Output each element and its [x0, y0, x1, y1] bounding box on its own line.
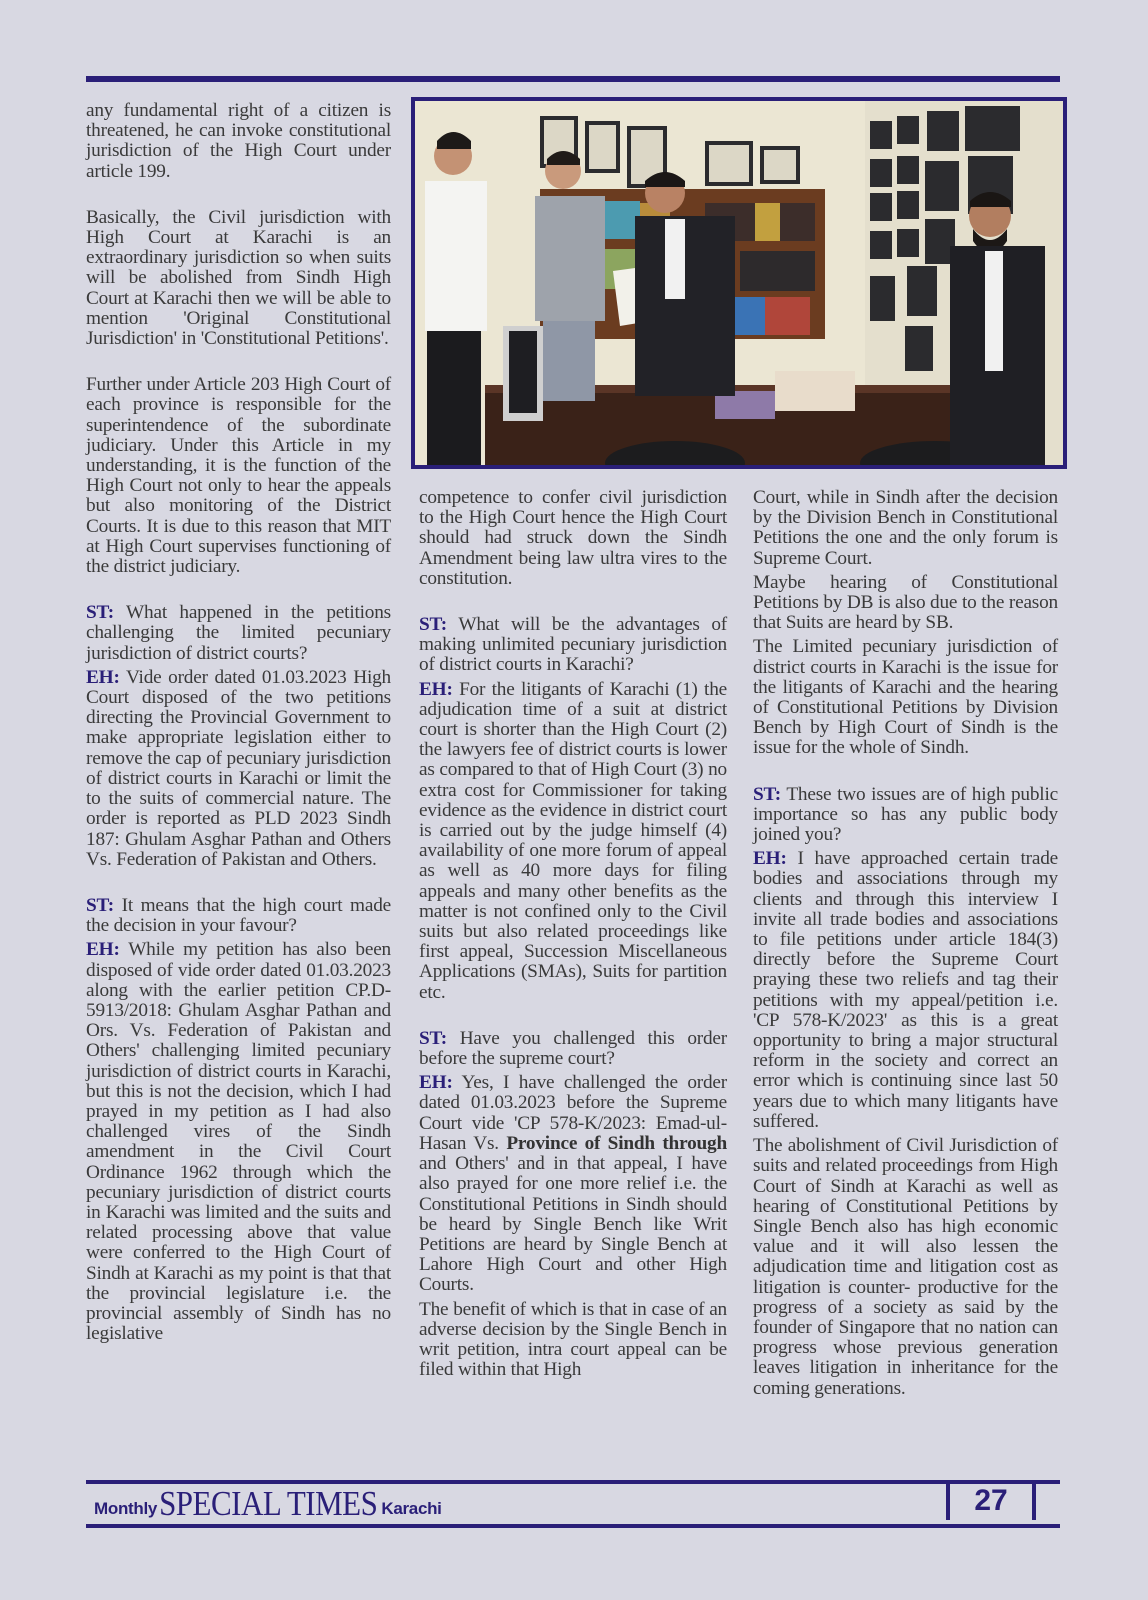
paragraph: The benefit of which is that in case of an adverse decision by the Single Bench in writ petition, intra court appeal can be filed within that High — [419, 1298, 727, 1381]
speaker-tag-st: ST: — [86, 602, 114, 624]
page-footer — [86, 1480, 1060, 1528]
speaker-tag-eh: EH: — [86, 939, 120, 961]
answer-text: Yes, I have challenged the order dated 01.03.2023 before the Supreme Court vide 'CP 578-K/2023: Emad-ul-Hasan Vs. — [419, 1072, 728, 1154]
speaker-tag-st: ST: — [86, 894, 114, 916]
interview-answer — [86, 940, 391, 1344]
paragraph: The abolishment of Civil Jurisdiction of suits and related proceedings from High Court of Sindh at Karachi as well as hearing of Constitutional Petitions by Single Bench also has high economic value and it will also lessen the adjudication time and litigation cost as litigation is counter- productive for the progress of a society as said by the founder of Singapore that no nation can progress whose previous generation leaves litigation in inheritance for the coming generations. — [753, 1135, 1058, 1399]
interview-answer — [419, 680, 727, 1003]
speaker-tag-eh: EH: — [86, 666, 120, 688]
paragraph: competence to confer civil jurisdiction to the High Court hence the High Court should had struck down the Sindh Amendment being law ultra vires to the constitution. — [419, 487, 727, 589]
question-text: Have you challenged this order before the supreme court? — [419, 1027, 727, 1070]
masthead-title: SPECIAL TIMES — [159, 1483, 378, 1524]
article-column-2 — [419, 488, 727, 1384]
interview-question — [419, 615, 727, 676]
interview-question — [753, 785, 1058, 846]
interview-question — [86, 603, 391, 664]
interview-answer — [86, 668, 391, 870]
question-text: What happened in the petitions challenging the limited pecuniary jurisdiction of district courts? — [86, 602, 391, 664]
article-photo — [411, 97, 1067, 469]
interview-answer — [419, 1073, 727, 1295]
answer-text: I have approached certain trade bodies and associations through my clients and through this interview I invite all trade bodies and associations to file petitions under article 184(3) directly before the Supreme Court praying these two reliefs and tag their petitions with my appeal/petition i.e. 'CP 578-K/2023' as this is a great opportunity to bring a major structural reform in the society and correct an error which is continuing since last 50 years due to which many litigants have suffered. — [753, 848, 1058, 1132]
paragraph: Maybe hearing of Constitutional Petitions by DB is also due to the reason that Suits are heard by SB. — [753, 571, 1058, 634]
top-rule — [86, 76, 1060, 82]
paragraph: any fundamental right of a citizen is threatened, he can invoke constitutional jurisdiction of the High Court under article 199. — [86, 100, 391, 182]
speaker-tag-eh: EH: — [419, 1072, 453, 1094]
answer-text: For the litigants of Karachi (1) the adjudication time of a suit at district court is shorter than the High Court (2) the lawyers fee of district courts is lower as compared to that of High Court (3) no extra cost for Commissioner for taking evidence as the evidence in district court is carried out by the judge himself (4) availability of one more forum of appeal as well as 40 more days for filing appeals and many other benefits as the matter is not confined only to the Civil suits but also related proceedings like first appeal, Succession Miscellaneous Applications (SMAs), Suits for partition etc. — [419, 678, 727, 1003]
answer-text: While my petition has also been disposed of vide order dated 01.03.2023 along with the earlier petition CP.D-5913/2018: Ghulam Asghar Pathan and Ors. Vs. Federation of Pakistan and Others' challenging limited pecuniary jurisdiction of district courts in Karachi, but this is not the decision, which I had prayed in my petition as I had also challenged vires of the Sindh amendment in the Civil Court Ordinance 1962 through which the pecuniary jurisdiction of district courts in Karachi was limited and the suits and related processing above that value were conferred to the High Court of Sindh at Karachi as my point is that that the provincial legislature i.e. the provincial assembly of Sindh has no legislative — [86, 939, 391, 1345]
paragraph: The Limited pecuniary jurisdiction of district courts in Karachi is the issue for the litigants of Karachi and the hearing of Constitutional Petitions by Division Bench by High Court of Sindh is the issue for the whole of Sindh. — [753, 636, 1058, 759]
paragraph: Further under Article 203 High Court of each province is responsible for the superintendence of the subordinate judiciary. Under this Article in my understanding, it is the function of the High Court not only to hear the appeals but also monitoring of the District Courts. It is due to this reason that MIT at High Court supervises functioning of the district judiciary. — [86, 374, 391, 578]
masthead-suffix: Karachi — [381, 1499, 442, 1518]
paragraph: Basically, the Civil jurisdiction with High Court at Karachi is an extraordinary jurisdiction so when suits will be abolished from Sindh High Court at Karachi then we will be able to mention 'Original Constitutional Jurisdiction' in 'Constitutional Petitions'. — [86, 206, 391, 350]
question-text: What will be the advantages of making unlimited pecuniary jurisdiction of district courts in Karachi? — [419, 614, 727, 676]
page-number: 27 — [946, 1480, 1036, 1520]
article-column-1 — [86, 101, 391, 1348]
interview-answer — [753, 849, 1058, 1132]
interview-question — [419, 1029, 727, 1069]
answer-bold-text: Province of Sindh through — [506, 1132, 728, 1154]
speaker-tag-eh: EH: — [753, 848, 787, 870]
answer-text: and Others' and in that appeal, I have also prayed for one more relief i.e. the Constitutional Petitions in Sindh should be heard by Single Bench like Writ Petitions are heard by Single Bench at Lahore High Court and other High Courts. — [419, 1153, 727, 1296]
speaker-tag-st: ST: — [753, 783, 781, 805]
article-column-3 — [753, 488, 1058, 1403]
speaker-tag-st: ST: — [419, 614, 447, 636]
question-text: These two issues are of high public importance so has any public body joined you? — [753, 783, 1058, 846]
masthead — [94, 1483, 442, 1524]
paragraph: Court, while in Sindh after the decision by the Division Bench in Constitutional Petitions the one and the only forum is Supreme Court. — [753, 487, 1058, 569]
answer-text: Vide order dated 01.03.2023 High Court disposed of the two petitions directing the Provincial Government to make appropriate legislation either to remove the cap of pecuniary jurisdiction of district courts in Karachi or limit the to the suits of commercial nature. The order is reported as PLD 2023 Sindh 187: Ghulam Asghar Pathan and Others Vs. Federation of Pakistan and Others. — [86, 666, 391, 870]
photo-icon — [415, 101, 1063, 465]
speaker-tag-st: ST: — [419, 1027, 447, 1049]
question-text: It means that the high court made the decision in your favour? — [86, 894, 391, 937]
masthead-prefix: Monthly — [94, 1499, 158, 1518]
interview-question — [86, 896, 391, 936]
speaker-tag-eh: EH: — [419, 678, 453, 700]
